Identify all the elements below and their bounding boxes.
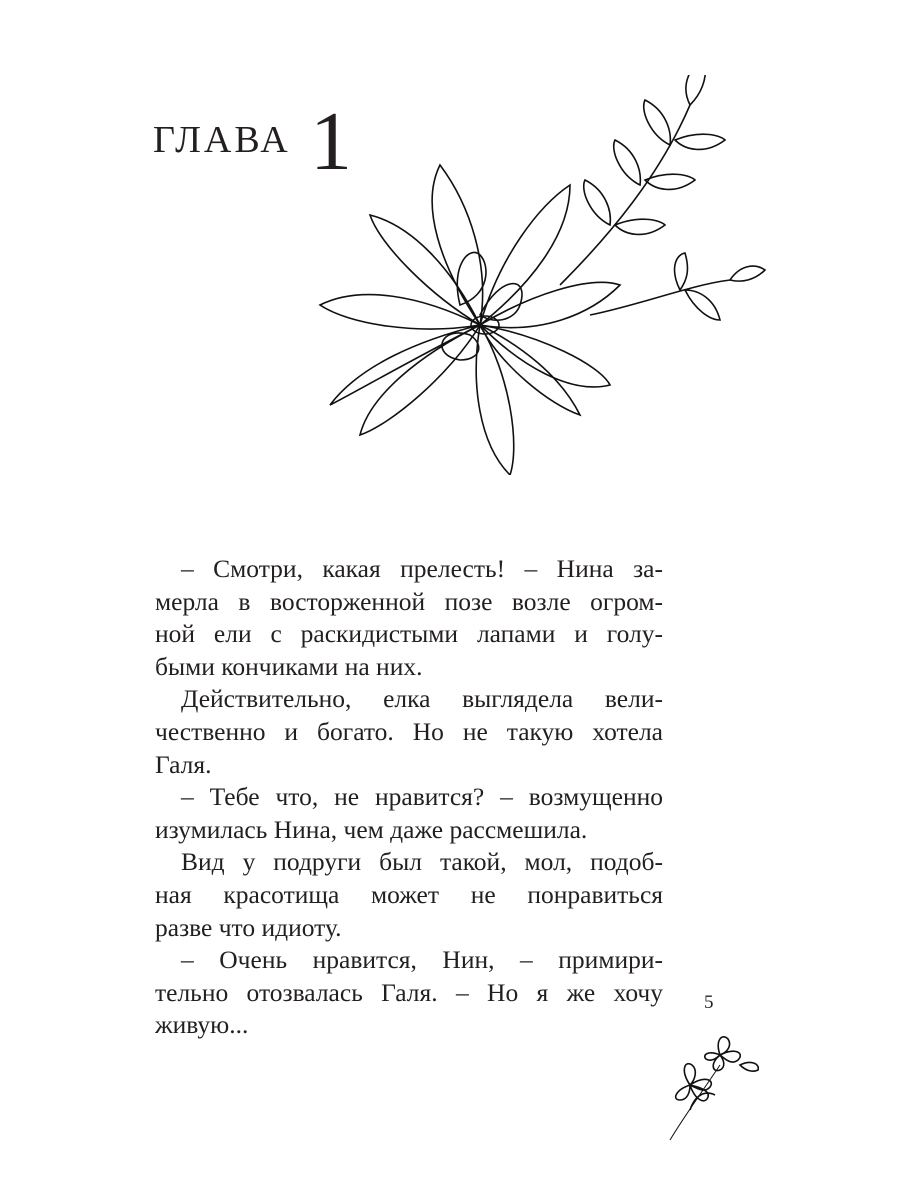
chapter-body-text bbox=[155, 553, 663, 1042]
text-line: Галя. bbox=[155, 749, 212, 779]
text-line: быми кончиками на них. bbox=[155, 651, 423, 681]
small-flower-decoration bbox=[660, 1025, 770, 1145]
text-line: тельно отозвалась Галя. – Но я же хочу bbox=[155, 977, 663, 1007]
page-number: 5 bbox=[704, 992, 714, 1013]
text-line: – Тебе что, не нравится? – возмущенно bbox=[181, 782, 663, 812]
text-line: изумилась Нина, чем даже рассмешила. bbox=[155, 814, 588, 844]
text-line: – Очень нравится, Нин, – примири- bbox=[181, 945, 663, 975]
chapter-label: ГЛАВА bbox=[153, 119, 291, 161]
text-line: разве что идиоту. bbox=[155, 912, 342, 942]
text-line: – Смотри, какая прелесть! – Нина за- bbox=[181, 554, 663, 583]
text-line: Действительно, елка выглядела вели- bbox=[181, 684, 663, 714]
text-line: ная красотища может не понравиться bbox=[155, 879, 663, 909]
text-line: Вид у подруги был такой, мол, подоб- bbox=[181, 847, 663, 877]
flower-illustration bbox=[310, 75, 770, 475]
text-line: мерла в восторженной позе возле огром- bbox=[155, 586, 663, 616]
chapter-number: 1 bbox=[310, 95, 352, 188]
text-line: живую... bbox=[155, 1010, 249, 1040]
text-line: ной ели с раскидистыми лапами и голу- bbox=[155, 619, 663, 649]
text-line: чественно и богато. Но не такую хотела bbox=[155, 716, 663, 746]
